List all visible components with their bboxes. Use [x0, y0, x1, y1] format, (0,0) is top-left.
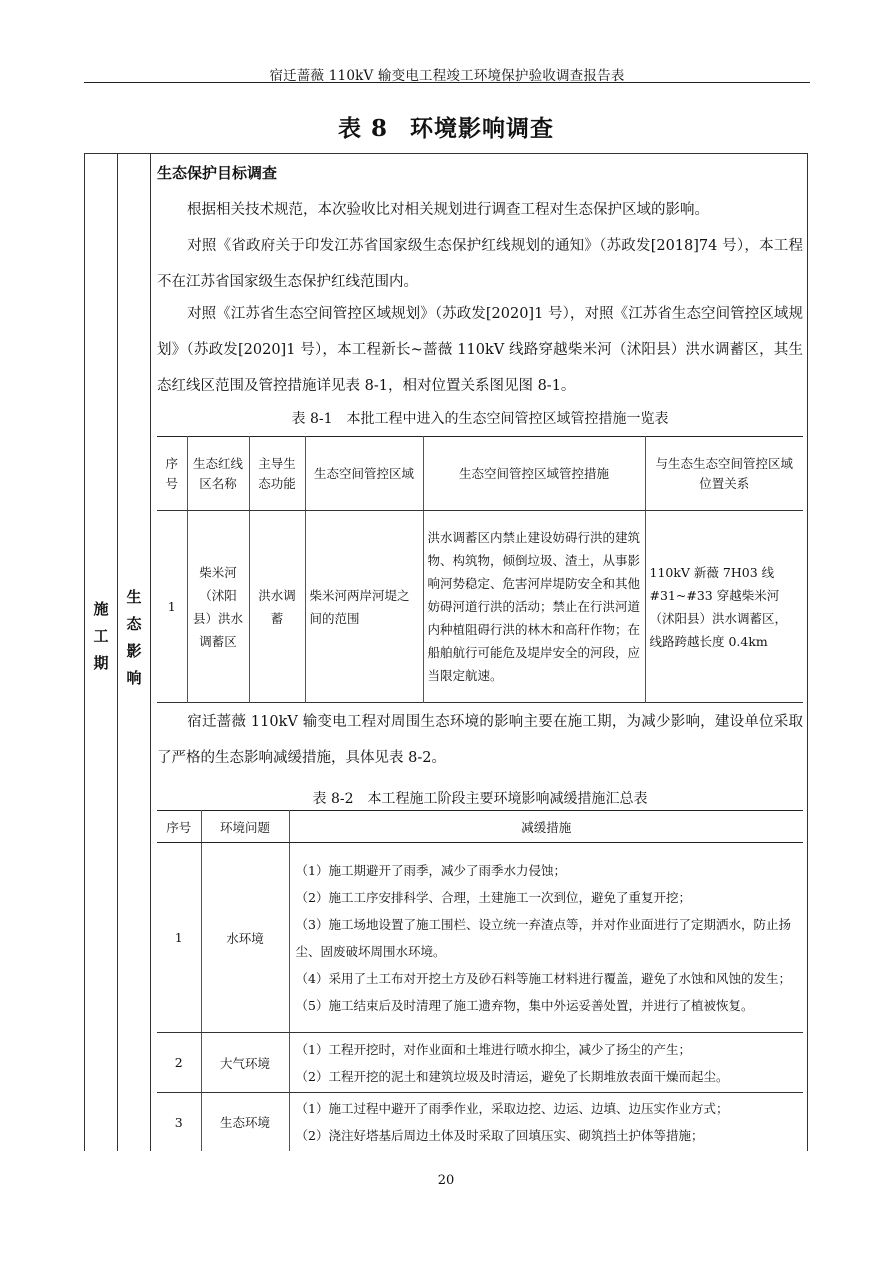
table-8-1-caption: 表 8-1 本批工程中进入的生态空间管控区域管控措施一览表	[291, 411, 669, 427]
measure-item: （1）工程开挖时，对作业面和土堆进行喷水抑尘，减少了扬尘的产生；	[295, 1041, 691, 1057]
paragraph-3: 对照《江苏省生态空间管控区域规划》（苏政发[2020]1 号），对照《江苏省生态空间管控区域规划》（苏政发[2020]1 号），本工程新长~蔷薇 110kV 线路穿越柴米河（沭阳县）洪水调蓄区，其生态红线区范围及管控措施详见表 8-1，相对位置关系图见图 8-1。	[157, 306, 803, 394]
paragraph-2: 对照《省政府关于印发江苏省国家级生态保护红线规划的通知》（苏政发[2018]74 号），本工程不在江苏省国家级生态保护红线范围内。	[157, 238, 803, 290]
page-header: 宿迁蔷薇 110kV 输变电工程竣工环境保护验收调查报告表	[269, 68, 625, 84]
cell-no: 1	[157, 843, 201, 1033]
cell-measures	[289, 1093, 803, 1152]
measure-item: （3）施工场地设置了施工围栏、设立统一弃渣点等，并对作业面进行了定期洒水，防止扬尘、固废破坏周围水环境。	[295, 916, 791, 959]
table-row	[157, 843, 803, 1033]
table-header-row	[157, 437, 803, 511]
section-title: 生态保护目标调查	[157, 164, 278, 182]
col-header-no: 序号	[157, 811, 201, 843]
cell-measures	[289, 843, 803, 1033]
cell-area: 柴米河两岸河堤之间的范围	[305, 511, 423, 703]
title-number: 表 8	[337, 115, 388, 142]
measure-item: （1）施工期避开了雨季，减少了雨季水力侵蚀；	[295, 862, 566, 878]
table-8-2	[157, 810, 803, 1151]
page-title	[0, 110, 892, 143]
vertical-char: 施	[93, 600, 109, 618]
vertical-char: 影	[126, 642, 142, 660]
table-row	[157, 1093, 803, 1152]
vertical-char: 响	[126, 669, 142, 687]
cell-name: 柴米河（沭阳县）洪水调蓄区	[187, 511, 249, 703]
cell-relation: 110kV 新薇 7H03 线#31~#33 穿越柴米河（沭阳县）洪水调蓄区，线路跨越长度 0.4km	[649, 564, 788, 649]
cell-measures: 洪水调蓄区内禁止建设妨碍行洪的建筑物、构筑物，倾倒垃圾、渣土，从事影响河势稳定、危害河岸堤防安全和其他妨碍河道行洪的活动；禁止在行洪河道内种植阻碍行洪的林木和高秆作物；在船舶航行可能危及堤岸安全的河段，应当限定航速。	[423, 511, 645, 703]
cell-function: 洪水调蓄	[249, 511, 305, 703]
measure-item: （2）浇注好塔基后周边土体及时采取了回填压实、砌筑挡土护体等措施；	[295, 1128, 704, 1143]
title-text: 环境影响调查	[410, 115, 554, 142]
col-header-relation: 与生态生态空间管控区域位置关系	[645, 437, 803, 511]
table-8-1	[157, 436, 803, 703]
table-row	[157, 511, 803, 703]
header-rule	[84, 82, 810, 83]
paragraph-1: 根据相关技术规范，本次验收比对相关规划进行调查工程对生态保护区域的影响。	[187, 202, 709, 218]
report-frame	[84, 153, 808, 1151]
col-header-issue: 环境问题	[201, 811, 289, 843]
measure-item: （5）施工结束后及时清理了施工遗弃物，集中外运妥善处置，并进行了植被恢复。	[295, 997, 754, 1013]
vertical-char: 期	[93, 654, 109, 672]
measure-item: （4）采用了土工布对开挖土方及砂石料等施工材料进行覆盖，避免了水蚀和风蚀的发生；	[295, 970, 791, 986]
col-header-function: 主导生态功能	[249, 437, 305, 511]
cell-no: 1	[157, 511, 187, 703]
paragraph-4: 宿迁蔷薇 110kV 输变电工程对周围生态环境的影响主要在施工期，为减少影响，建设单位采取了严格的生态影响减缓措施，具体见表 8-2。	[157, 714, 803, 766]
cell-issue: 生态环境	[201, 1093, 289, 1152]
measure-item: （1）施工过程中避开了雨季作业，采取边挖、边运、边填、边压实作业方式；	[295, 1101, 729, 1116]
page-number: 20	[437, 1173, 455, 1188]
cell-measures	[289, 1033, 803, 1093]
vertical-char: 生	[126, 588, 142, 606]
measure-item: （2）施工工序安排科学、合理，土建施工一次到位，避免了重复开挖；	[295, 889, 691, 905]
table-header-row	[157, 811, 803, 843]
col-header-measures: 生态空间管控区域管控措施	[423, 437, 645, 511]
cell-issue: 大气环境	[201, 1033, 289, 1093]
cell-issue: 水环境	[201, 843, 289, 1033]
category-label	[118, 584, 150, 692]
vertical-char: 工	[93, 627, 109, 645]
phase-label	[85, 596, 117, 677]
cell-no: 3	[157, 1093, 201, 1152]
table-row	[157, 1033, 803, 1093]
phase-column	[85, 154, 118, 1151]
vertical-char: 态	[126, 615, 142, 633]
cell-no: 2	[157, 1033, 201, 1093]
col-header-measures: 减缓措施	[289, 811, 803, 843]
table-8-2-caption: 表 8-2 本工程施工阶段主要环境影响减缓措施汇总表	[312, 791, 648, 807]
col-header-no: 序号	[157, 437, 187, 511]
category-column	[118, 154, 151, 1151]
col-header-area: 生态空间管控区域	[305, 437, 423, 511]
col-header-name: 生态红线区名称	[187, 437, 249, 511]
measure-item: （2）工程开挖的泥土和建筑垃圾及时清运，避免了长期堆放表面干燥而起尘。	[295, 1068, 729, 1084]
